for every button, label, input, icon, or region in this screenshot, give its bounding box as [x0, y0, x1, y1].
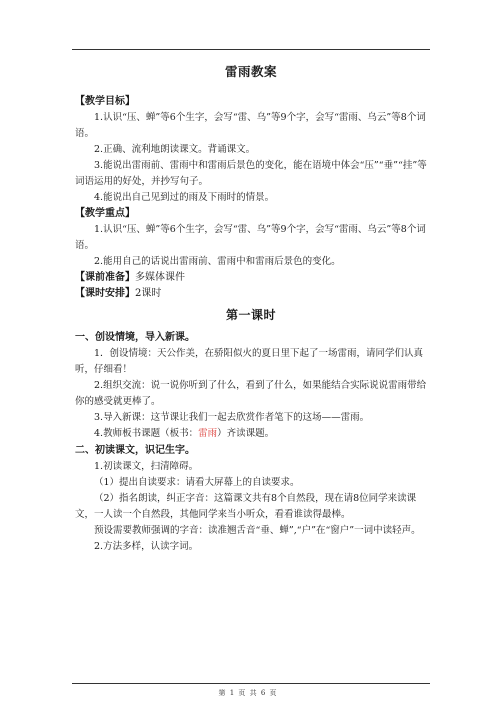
- goal-item: 1.认识“压、蝉”等6个生字，会写“雷、乌”等9个字，会写“雷雨、乌云”等8个词语。: [75, 112, 426, 139]
- section2-item: 1.初读课文，扫清障碍。: [94, 461, 199, 472]
- section1-item: 2.组织交流：说一说你听到了什么，看到了什么，如果能结合实际说说雷雨带给你的感受就更棒了。: [75, 380, 427, 407]
- key-point-item: 1.认识“压、蝉”等6个生字，会写“雷、乌”等9个字，会写“雷雨、乌云”等8个词语。: [75, 224, 426, 251]
- key-point-item: 2.能用自己的话说出雷雨前、雷雨中和雷雨后景色的变化。: [94, 256, 341, 267]
- key-points-heading: 【教学重点】: [75, 208, 135, 219]
- lesson-title: 第一课时: [225, 308, 276, 322]
- header-rule: [72, 49, 430, 50]
- prep-line: [75, 270, 427, 286]
- prep-heading: 【课前准备】: [75, 272, 135, 283]
- section2-heading: 二、初读课文，识记生字。: [75, 445, 195, 456]
- section2-item: 2.方法多样，认读字词。: [94, 541, 199, 552]
- goal-item: 2.正确、流利地朗读课文。背诵课文。: [94, 144, 256, 155]
- section1-item: 1．创设情境：天公作美，在骄阳似火的夏日里下起了一场雷雨，请同学们认真听，仔细看！: [75, 348, 424, 375]
- schedule-value: 2课时: [135, 288, 162, 299]
- footer-rule: [72, 683, 430, 684]
- document-title: 雷雨教案: [224, 64, 277, 79]
- item4-text-after: ）齐读课题。: [217, 428, 275, 439]
- goal-item: 3.能说出雷雨前、雷雨中和雷雨后景色的变化，能在语境中体会“压”“垂”“挂”等词语运用的好处，并抄写句子。: [75, 160, 427, 187]
- board-title-highlight: 雷雨: [198, 428, 218, 439]
- schedule-line: [75, 286, 427, 302]
- page-number: 第 1 页 共 6 页: [218, 689, 278, 697]
- document-body: [75, 62, 427, 555]
- goals-heading: 【教学目标】: [75, 96, 135, 107]
- prep-value: 多媒体课件: [135, 272, 185, 283]
- schedule-heading: 【课时安排】: [75, 288, 135, 299]
- item4-text-before: 4.教师板书课题（板书：: [94, 428, 199, 439]
- section1-heading: 一、创设情境，导入新课。: [75, 332, 195, 343]
- section2-item: （2）指名朗读，纠正字音：这篇课文共有8个自然段，现在请8位同学来读课文，一人读一个自然段，其他同学来当小听众，看看谁读得最棒。: [75, 493, 417, 520]
- section2-item: （1）提出自读要求：请看大屏幕上的自读要求。: [94, 477, 300, 488]
- section1-item: 3.导入新课：这节课让我们一起去欣赏作者笔下的这场——雷雨。: [94, 412, 370, 423]
- section1-item-4: [75, 426, 427, 442]
- goal-item: 4.能说出自己见到过的雨及下雨时的情景。: [94, 192, 275, 203]
- section2-item: 预设需要教师强调的字音：读准翘舌音“垂、蝉”,“户”在“窗户”一词中读轻声。: [94, 525, 421, 536]
